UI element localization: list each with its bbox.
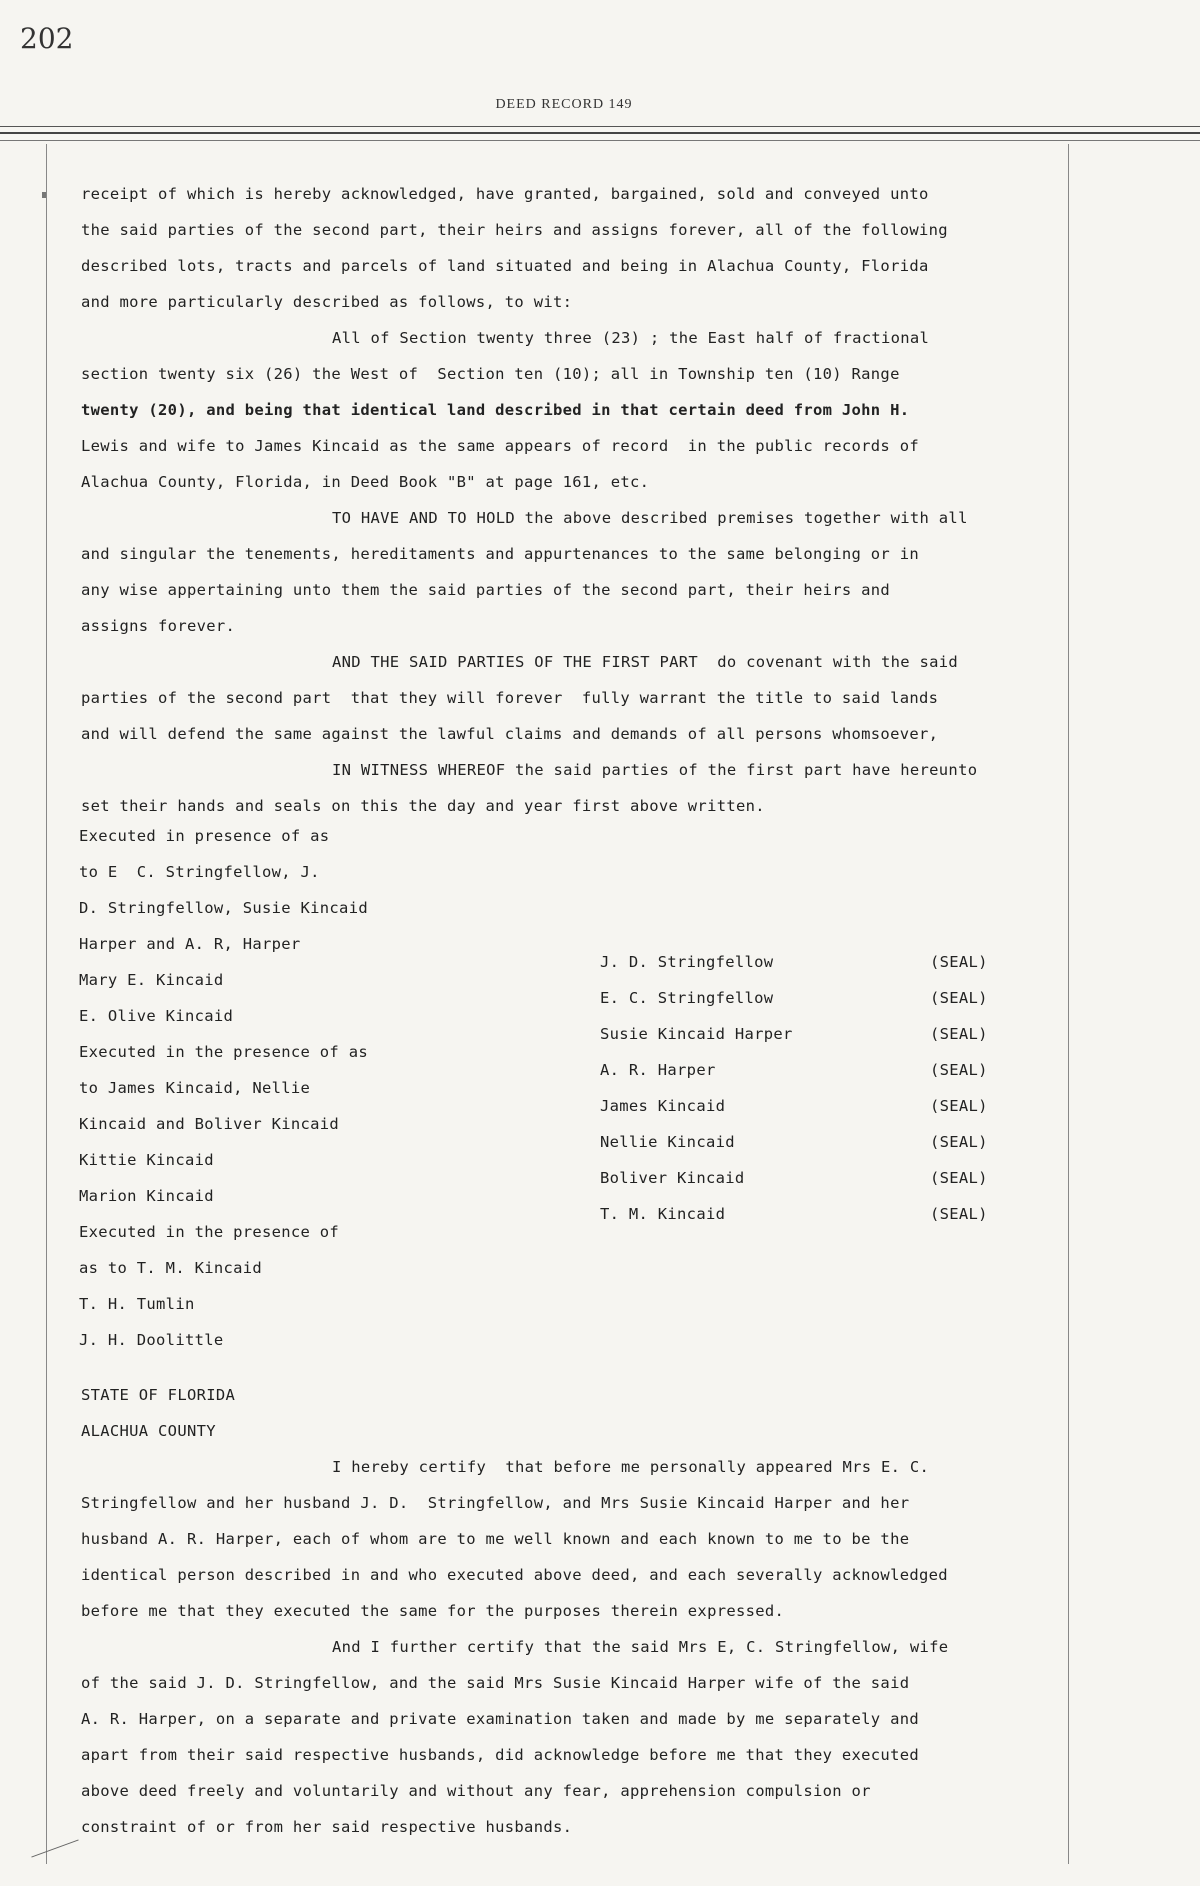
signature-row — [600, 1164, 1020, 1200]
certificate-line: And I further certify that the said Mrs E, C. Stringfellow, wife — [332, 1638, 949, 1656]
body-line: and more particularly described as follows, to wit: — [81, 293, 573, 311]
certificate-line: apart from their said respective husbands, did acknowledge before me that they executed — [81, 1746, 919, 1764]
witness-line: J. H. Doolittle — [79, 1331, 224, 1349]
body-line: parties of the second part that they will forever fully warrant the title to said lands — [81, 689, 939, 707]
signature-row — [600, 1020, 1020, 1056]
signature-row — [600, 984, 1020, 1020]
seal-label: (SEAL) — [930, 1097, 988, 1115]
seal-label: (SEAL) — [930, 1061, 988, 1079]
body-line: twenty (20), and being that identical land described in that certain deed from John H. — [81, 401, 910, 419]
body-line: Lewis and wife to James Kincaid as the same appears of record in the public records of — [81, 437, 919, 455]
signer-name: T. M. Kincaid — [600, 1205, 726, 1223]
witness-line: Mary E. Kincaid — [79, 971, 224, 989]
body-line: All of Section twenty three (23) ; the East half of fractional — [332, 329, 930, 347]
seal-label: (SEAL) — [930, 1205, 988, 1223]
witness-line: Executed in the presence of — [79, 1223, 340, 1241]
signature-row — [600, 1200, 1020, 1236]
signer-name: James Kincaid — [600, 1097, 726, 1115]
signature-block — [600, 948, 1020, 1236]
witness-line: D. Stringfellow, Susie Kincaid — [79, 899, 368, 917]
witness-line: E. Olive Kincaid — [79, 1007, 234, 1025]
signer-name: Susie Kincaid Harper — [600, 1025, 793, 1043]
margin-mark — [42, 192, 46, 198]
body-line: section twenty six (26) the West of Section ten (10); all in Township ten (10) Range — [81, 365, 900, 383]
certificate-line: above deed freely and voluntarily and without any fear, apprehension compulsion or — [81, 1782, 871, 1800]
witness-line: Executed in the presence of as — [79, 1043, 368, 1061]
seal-label: (SEAL) — [930, 1025, 988, 1043]
body-line: receipt of which is hereby acknowledged, have granted, bargained, sold and conveyed unto — [81, 185, 929, 203]
body-line: described lots, tracts and parcels of land situated and being in Alachua County, Florida — [81, 257, 929, 275]
body-line: AND THE SAID PARTIES OF THE FIRST PART do covenant with the said — [332, 653, 959, 671]
witness-line: as to T. M. Kincaid — [79, 1259, 263, 1277]
seal-label: (SEAL) — [930, 1169, 988, 1187]
signer-name: A. R. Harper — [600, 1061, 716, 1079]
witness-line: Executed in presence of as — [79, 827, 330, 845]
certificate-county: ALACHUA COUNTY — [81, 1422, 216, 1440]
left-margin-line — [46, 144, 47, 1864]
certificate-line: husband A. R. Harper, each of whom are to me well known and each known to me to be the — [81, 1530, 910, 1548]
signature-row — [600, 948, 1020, 984]
signature-row — [600, 1092, 1020, 1128]
header-rule-bottom — [0, 140, 1200, 141]
witness-line: Harper and A. R, Harper — [79, 935, 301, 953]
body-line: assigns forever. — [81, 617, 236, 635]
certificate-line: identical person described in and who executed above deed, and each severally acknowledged — [81, 1566, 948, 1584]
certificate-state: STATE OF FLORIDA — [81, 1386, 236, 1404]
body-line: TO HAVE AND TO HOLD the above described premises together with all — [332, 509, 968, 527]
witness-line: T. H. Tumlin — [79, 1295, 195, 1313]
body-line: and singular the tenements, hereditaments and appurtenances to the same belonging or in — [81, 545, 919, 563]
certificate-line: constraint of or from her said respective husbands. — [81, 1818, 573, 1836]
certificate-line: before me that they executed the same for the purposes therein expressed. — [81, 1602, 785, 1620]
body-line: the said parties of the second part, their heirs and assigns forever, all of the following — [81, 221, 948, 239]
page-title: DEED RECORD 149 — [495, 97, 633, 112]
header-rule-middle — [0, 132, 1200, 134]
witness-line: Marion Kincaid — [79, 1187, 214, 1205]
body-line: any wise appertaining unto them the said parties of the second part, their heirs and — [81, 581, 891, 599]
body-line: set their hands and seals on this the day and year first above written. — [81, 797, 765, 815]
certificate-block — [81, 1381, 1061, 1849]
certificate-line: I hereby certify that before me personally appeared Mrs E. C. — [332, 1458, 930, 1476]
signer-name: J. D. Stringfellow — [600, 953, 774, 971]
corner-stroke — [31, 1839, 78, 1857]
header-rule-top — [0, 126, 1200, 127]
seal-label: (SEAL) — [930, 1133, 988, 1151]
witness-line: Kittie Kincaid — [79, 1151, 214, 1169]
body-line: Alachua County, Florida, in Deed Book "B" at page 161, etc. — [81, 473, 650, 491]
signature-row — [600, 1128, 1020, 1164]
witness-line: to James Kincaid, Nellie — [79, 1079, 311, 1097]
signature-row — [600, 1056, 1020, 1092]
certificate-line: of the said J. D. Stringfellow, and the said Mrs Susie Kincaid Harper wife of the said — [81, 1674, 910, 1692]
signer-name: E. C. Stringfellow — [600, 989, 774, 1007]
witness-block — [79, 822, 509, 1362]
signer-name: Nellie Kincaid — [600, 1133, 735, 1151]
seal-label: (SEAL) — [930, 953, 988, 971]
signer-name: Boliver Kincaid — [600, 1169, 745, 1187]
page-number: 202 — [20, 22, 74, 55]
deed-body — [81, 180, 1061, 828]
certificate-line: Stringfellow and her husband J. D. Stringfellow, and Mrs Susie Kincaid Harper and her — [81, 1494, 910, 1512]
certificate-line: A. R. Harper, on a separate and private examination taken and made by me separately and — [81, 1710, 919, 1728]
witness-line: to E C. Stringfellow, J. — [79, 863, 320, 881]
body-line: and will defend the same against the lawful claims and demands of all persons whomsoever, — [81, 725, 939, 743]
seal-label: (SEAL) — [930, 989, 988, 1007]
right-margin-line — [1068, 144, 1069, 1864]
body-line: IN WITNESS WHEREOF the said parties of the first part have hereunto — [332, 761, 978, 779]
witness-line: Kincaid and Boliver Kincaid — [79, 1115, 340, 1133]
